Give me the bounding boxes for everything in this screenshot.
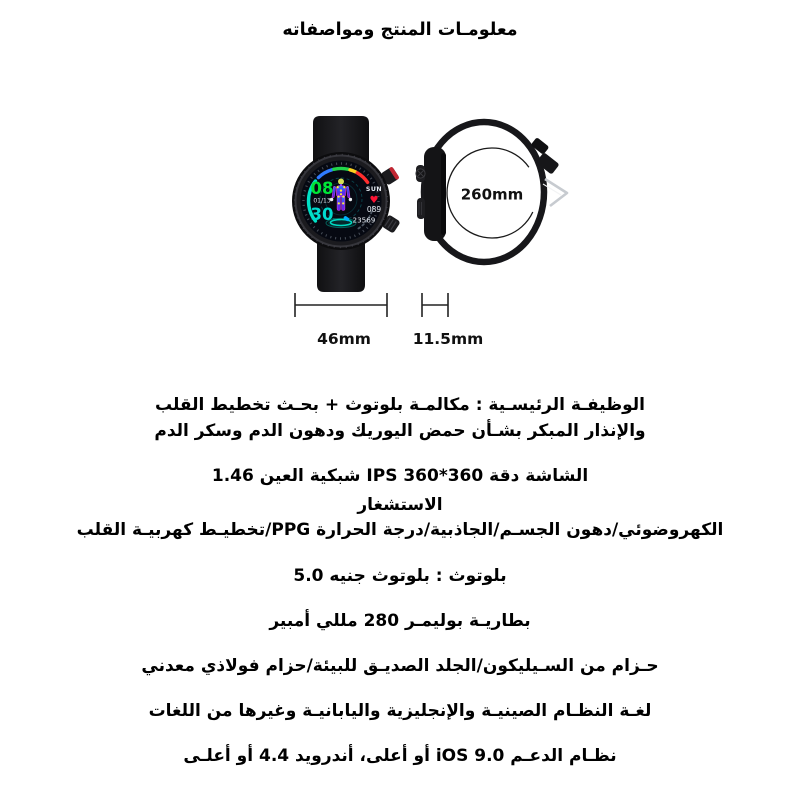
thickness-measure <box>422 293 448 317</box>
spec-battery: بطاريـة بوليمـر 280 مللي أمبير <box>269 611 531 631</box>
band-buckle <box>531 137 567 206</box>
spec-main-function-line2: والإنذار المبكر بشـأن حمض اليوريك ودهون الدم وسكر الدم <box>154 421 646 441</box>
case-width-label: 46mm <box>317 330 371 348</box>
spec-languages: لغـة النظـام الصينيـة والإنجليزية واليابانيـة وغيرها من اللغات <box>148 701 652 721</box>
spec-os-support: نظـام الدعـم iOS 9.0 أو أعلى، أندرويد 4.4 أو أعلـى <box>183 746 617 766</box>
screen-steps: 23569 <box>352 215 376 225</box>
spec-screen: الشاشة دقة IPS 360*360 شبكية العين 1.46 <box>211 466 589 486</box>
spec-bluetooth: بلوتوث : بلوتوث جنيه 5.0 <box>293 566 507 586</box>
figure-head <box>338 179 344 185</box>
heart-icon: ♥ <box>369 195 379 206</box>
case-thickness-label: 11.5mm <box>412 330 484 348</box>
page-title: معلومـات المنتج ومواصفاته <box>282 20 518 40</box>
side-crown-button <box>416 165 425 182</box>
spec-strap: حـزام من السـيليكون/الجلد الصديـق للبيئة/حزام فولاذي معدني <box>141 656 659 676</box>
spec-sensing-detail: الكهروضوئي/دهون الجسـم/الجاذبية/درجة الحرارة PPG/تخطيـط كهربيـة القلب <box>76 520 724 540</box>
width-measure <box>295 293 387 317</box>
watch-side-view <box>416 122 567 262</box>
watch-front-view <box>292 116 401 292</box>
case-screen-edge <box>441 153 446 235</box>
screen-time-minute: 30 <box>310 205 334 224</box>
screen-heart-rate: 089 <box>366 205 382 214</box>
side-lower-button <box>417 198 425 219</box>
screen-date: 01/13 <box>313 197 331 205</box>
spec-main-function-line1: الوظيفـة الرئيسـية : مكالمـة بلوتوث + بحـث تخطيط القلب <box>155 395 645 415</box>
screen-weekday: SUN <box>365 186 383 193</box>
screen-time-hour: 08 <box>310 179 334 198</box>
band-length-label: 260mm <box>460 185 524 204</box>
spec-sensing-title: الاستشغار <box>357 495 443 515</box>
